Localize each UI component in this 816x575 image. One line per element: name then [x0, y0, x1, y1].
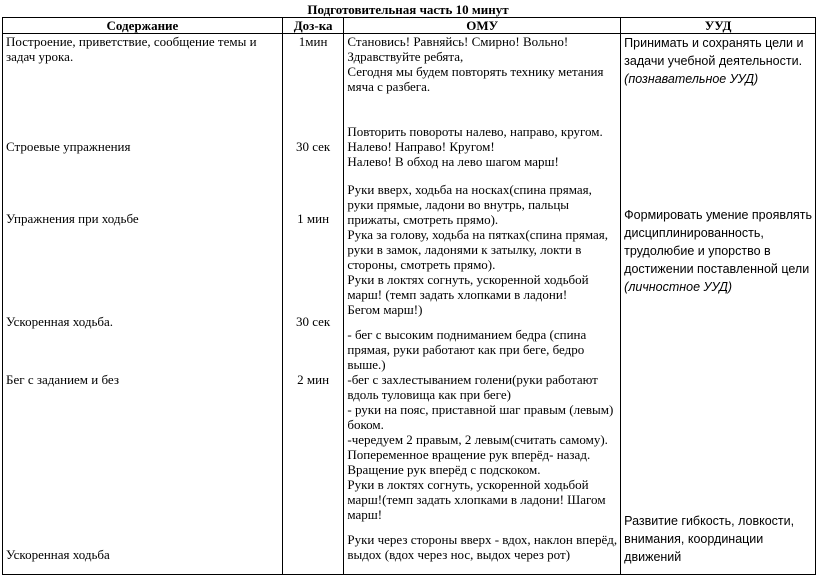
content-item: Бег с заданием и без: [6, 372, 120, 387]
header-content: Содержание: [3, 18, 283, 34]
omu-line: Повторить повороты налево, направо, кругом. Налево! Направо! Кругом!: [347, 124, 603, 154]
uud-block2-tag: (личностное УУД): [624, 280, 733, 294]
omu-line: -бег с захлестыванием голени(руки работают вдоль туловища как при беге): [347, 372, 598, 402]
dose-item: 1мин: [298, 34, 328, 49]
uud-block1-text: Принимать и сохранять цели и задачи учебной деятельности.: [624, 36, 804, 68]
header-uud: УУД: [621, 18, 816, 34]
omu-line: Руки через стороны вверх - вдох, наклон вперёд, выдох (вдох через нос, выдох через рот): [347, 532, 618, 562]
omu-line: Налево! В обход на лево шагом марш!: [347, 154, 559, 169]
uud-block2-text: Формировать умение проявлять дисциплинированность, трудолюбие и упорство в достижении поставленной цели: [624, 208, 813, 276]
omu-line: Рука за голову, ходьба на пятках(спина прямая, руки в замок, ладонями к затылку, локти в стороны, смотреть прямо).: [347, 227, 608, 272]
table-header-row: [3, 18, 816, 34]
content-item: Ускоренная ходьба.: [6, 314, 114, 329]
content-cell: [3, 34, 283, 575]
omu-line: - руки на пояс, приставной шаг правым (левым) боком.: [347, 402, 614, 432]
omu-line: Становись! Равняйсь! Смирно! Вольно! Здравствуйте ребята,: [347, 34, 569, 64]
dose-cell: [282, 34, 344, 575]
omu-line: Вращение рук вперёд с подскоком.: [347, 462, 541, 477]
omu-line: Сегодня мы будем повторять технику метания мяча с разбега.: [347, 64, 604, 94]
content-item: Ускоренная ходьба: [6, 547, 110, 562]
omu-line: Бегом марш!): [347, 302, 423, 317]
omu-line: Попеременное вращение рук вперёд- назад.: [347, 447, 591, 462]
omu-line: -чередуем 2 правым, 2 левым(считать самому).: [347, 432, 608, 447]
section-title: Подготовительная часть 10 минут: [307, 2, 509, 17]
uud-block3-text: Развитие гибкость, ловкости, внимания, координации движений: [624, 514, 795, 564]
dose-item: 1 мин: [297, 211, 330, 226]
omu-line: Руки вверх, ходьба на носках(спина прямая, руки прямые, ладони во внутрь, пальцы прижаты, смотреть прямо).: [347, 182, 592, 227]
omu-line: Руки в локтях согнуть, ускоренной ходьбой марш!(темп задать хлопками в ладони! Шагом марш!: [347, 477, 606, 522]
content-item: Построение, приветствие, сообщение темы и задач урока.: [6, 34, 257, 64]
omu-cell: [344, 34, 621, 575]
lesson-plan-table: [2, 17, 816, 575]
dose-item: 2 мин: [297, 372, 330, 387]
uud-cell: [621, 34, 816, 575]
content-item: Упражнения при ходьбе: [6, 211, 139, 226]
content-item: Строевые упражнения: [6, 139, 131, 154]
table-row: [3, 34, 816, 575]
uud-block1-tag: (познавательное УУД): [624, 72, 759, 86]
dose-item: 30 сек: [295, 139, 331, 154]
dose-item: 30 сек: [295, 314, 331, 329]
omu-line: Руки в локтях согнуть, ускоренной ходьбой марш! (темп задать хлопками в ладони!: [347, 272, 589, 302]
header-omu: ОМУ: [344, 18, 621, 34]
header-dose: Доз-ка: [282, 18, 344, 34]
omu-line: - бег с высоким подниманием бедра (спина прямая, руки работают как при беге, бедро выше.): [347, 327, 587, 372]
